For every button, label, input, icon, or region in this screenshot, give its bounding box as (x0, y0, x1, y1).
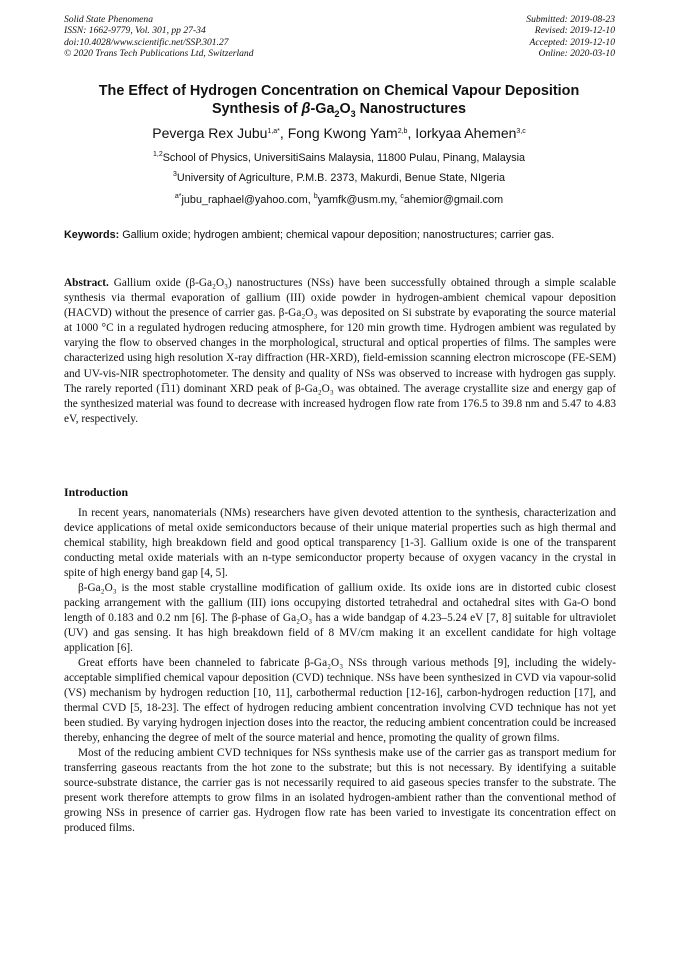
affiliation-text: School of Physics, UniversitiSains Malaysia, 11800 Pulau, Pinang, Malaysia (162, 152, 525, 164)
paper-title (40, 82, 638, 123)
author-name: , Fong Kwong Yam (279, 125, 398, 141)
title-line-2 (40, 100, 638, 123)
introduction-body (64, 506, 616, 836)
author-affiliation-mark: 2,b (397, 128, 408, 135)
affiliation-1 (30, 152, 648, 165)
email-mark: b (313, 193, 318, 200)
email-mark: a* (174, 193, 182, 200)
keywords (64, 229, 616, 242)
title-beta: β (301, 101, 311, 117)
author-affiliation-mark: 1,a* (267, 128, 280, 135)
affiliation-mark: 1,2 (152, 151, 163, 158)
section-heading-introduction: Introduction (64, 485, 129, 499)
abstract-label: Abstract. (64, 277, 109, 289)
keywords-label: Keywords: (64, 229, 120, 241)
accepted-date: Accepted: 2019-12-10 (529, 36, 615, 48)
paragraph: Great efforts have been channeled to fabricate β-Ga₂O₃ NSs through various methods [9], including the widely-acceptable simplified chemical vapour deposition (CVD) technique. NSs have been synthesized in CVD via vapour-solid (VS) mechanism by hydrogen reduction [10, 11], carbothermal reduction [12-16], carbon-hydrogen reduction [17], and thermal CVD [5, 18-23]. The effect of hydrogen reducing ambient concentration involving CVD technique has not yet been studied. By varying hydrogen injection doses into the reactor, the reducing ambient concentration could be increased thereby, enhancing the degree of melt of the source material and hence, promoting the quality of grown films. (64, 657, 616, 744)
author-name: Peverga Rex Jubu (152, 125, 268, 141)
issn-volume: ISSN: 1662-9779, Vol. 301, pp 27-34 (64, 25, 206, 37)
affiliation-mark: 3 (173, 171, 177, 178)
paragraph: β-Ga₂O₃ is the most stable crystalline modification of gallium oxide. Its oxide ions are in distorted cubic closest packing arrangement with the gallium (III) ions occupying distorted tetrahedral and octahedral sites with Ga-O bond length of 0.183 and 0.2 nm [6]. The β-phase of Ga₂O₃ has a wide bandgap of 4.23–5.24 eV [7, 8] suitable for ultraviolet (UV) and gas sensing. It has high breakdown field of 8 MV/cm making it an excellent candidate for high voltage application [6]. (64, 582, 616, 654)
title-text: Nanostructures (355, 101, 467, 117)
email-link[interactable]: yamfk@usm.my, (317, 194, 401, 206)
publication-dates (526, 14, 615, 60)
journal-name: Solid State Phenomena (64, 14, 153, 25)
title-subscript: 3 (350, 108, 356, 119)
title-subscript: 2 (334, 108, 340, 119)
title-line-1: The Effect of Hydrogen Concentration on Chemical Vapour Deposition (98, 83, 580, 99)
paragraph: Most of the reducing ambient CVD techniques for NSs synthesis make use of the carrier gas as transport medium for transferring gaseous reactants from the hot zone to the substrate; but this is not necessary. By identifying a suitable source-substrate distance, the carrier gas is not necessarily required to aid gaseous species transfer to the substrate. The present work therefore attempts to grow films in an isolated hydrogen-ambient rather than the conventional method of growing NSs in presence of carrier gas. Hydrogen flow rate has been varied to investigate its concentration effect on produced films. (64, 747, 616, 834)
author-name: , Iorkyaa Ahemen (407, 125, 517, 141)
email-link[interactable]: jubu_raphael@yahoo.com, (181, 194, 314, 206)
email-mark: c (400, 193, 404, 200)
affiliation-text: University of Agriculture, P.M.B. 2373, Makurdi, Benue State, NIgeria (176, 172, 505, 184)
journal-info (64, 14, 254, 60)
copyright: © 2020 Trans Tech Publications Ltd, Switzerland (64, 48, 254, 60)
keywords-text: Gallium oxide; hydrogen ambient; chemical vapour deposition; nanostructures; carrier gas. (119, 229, 555, 241)
author-emails (30, 194, 648, 207)
title-text: Synthesis of (211, 101, 302, 117)
affiliation-2 (30, 172, 648, 185)
paragraph: In recent years, nanomaterials (NMs) researchers have given devoted attention to the synthesis, characterization and device applications of metal oxide semiconductors because of their unique material properties such as high thermal and chemical stability, high breakdown field and good optical transparency [1-3]. Gallium oxide is one of the transparent conducting metal oxide materials with an n-type semiconductor property because of oxygen vacancy in the crystal in spite of high energy band gap [4, 5]. (64, 507, 616, 579)
author-list (30, 125, 648, 142)
title-text: -Ga (310, 101, 335, 117)
abstract (64, 276, 616, 427)
online-date: Online: 2020-03-10 (538, 48, 615, 60)
doi: doi:10.4028/www.scientific.net/SSP.301.27 (64, 36, 229, 48)
title-text: O (339, 101, 351, 117)
abstract-text: Gallium oxide (β-Ga₂O₃) nanostructures (NSs) have been successfully obtained through a simple scalable synthesis via thermal evaporation of gallium (III) oxide powder in hydrogen-ambient chemical vapour deposition (HACVD) without the presence of carrier gas. β-Ga₂O₃ was deposited on Si substrate by evaporating the source material at 1000 °C in a regulated hydrogen reducing atmosphere, for 120 min growth time. Hydrogen ambient was regulated by varying the flow to observed changes in the morphological, structural and optical properties of films. The samples were characterized using high resolution X-ray diffraction (HR-XRD), field-emission scanning electron microscope (FE-SEM) and UV-vis-NIR spectrophotometer. The density and quality of NSs was observed to increase with hydrogen gas supply. The rarely reported (1̅11) dominant XRD peak of β-Ga₂O₃ was obtained. The average crystallite size and energy gap of the synthesized material was found to decrease with increased hydrogen flow rate from 176.5 to 39.8 nm and 5.47 to 4.83 eV, respectively. (64, 277, 616, 425)
revised-date: Revised: 2019-12-10 (534, 25, 615, 37)
email-link[interactable]: ahemior@gmail.com (403, 194, 504, 206)
submitted-date: Submitted: 2019-08-23 (526, 14, 615, 25)
author-affiliation-mark: 3,c (516, 128, 526, 135)
